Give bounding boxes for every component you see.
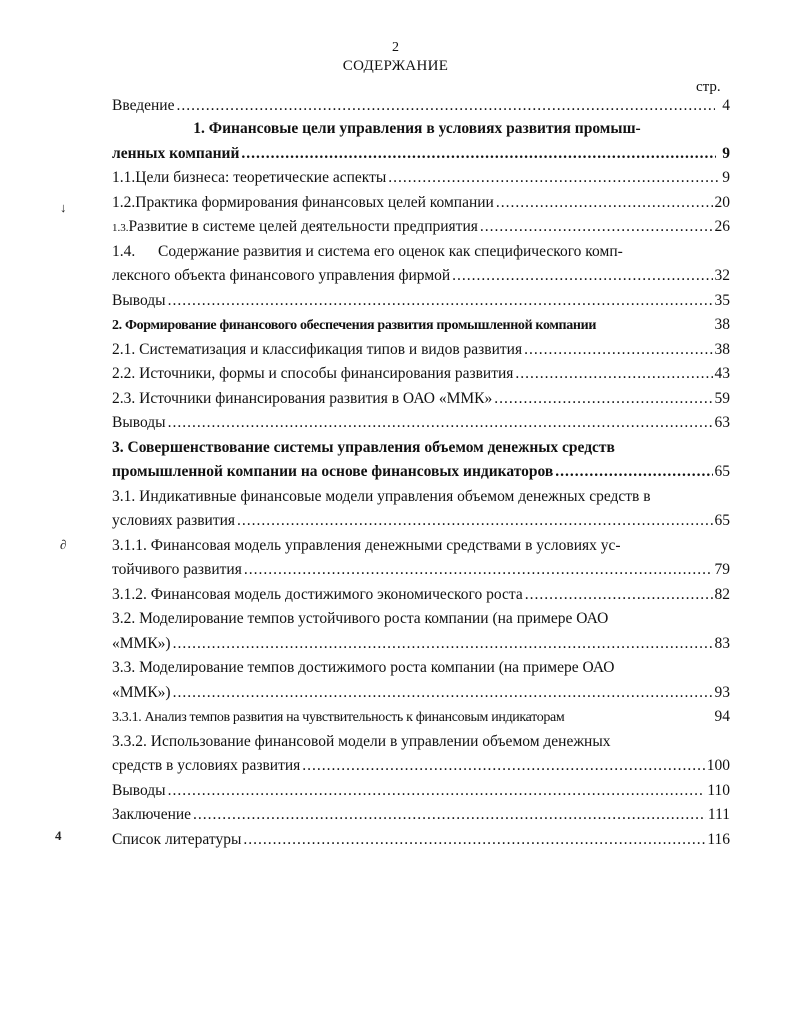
toc-leader-dots	[388, 166, 720, 191]
toc-section-number: 1.2.	[112, 193, 136, 211]
margin-mark: ↓	[60, 200, 67, 215]
toc-entry	[112, 534, 730, 559]
toc-section-number: 1.4.	[112, 242, 136, 260]
toc-entry-title: Цели бизнеса: теоретические аспекты	[135, 169, 387, 186]
toc-entry-title: условиях развития	[112, 512, 236, 529]
toc-leader-dots	[241, 142, 716, 167]
toc-entry-page: 111	[707, 806, 730, 823]
toc-entry	[112, 828, 730, 853]
toc-chapter-title: ленных компаний	[112, 144, 240, 162]
toc-leader-dots	[243, 828, 705, 853]
toc-section-number: 1.1.	[112, 169, 136, 186]
toc-leader-dots	[494, 387, 712, 412]
toc-leader-dots	[480, 215, 713, 240]
margin-mark: ∂	[60, 537, 67, 552]
toc-entry-title: Заключение	[112, 806, 192, 823]
toc-entry	[112, 436, 730, 461]
toc-entry-title: 3.1.1. Финансовая модель управления денежными средствами в условиях ус-	[112, 536, 621, 554]
toc-entry-page: 9	[722, 169, 730, 186]
toc-entry	[112, 485, 730, 510]
toc-entry-page: 116	[707, 830, 730, 848]
toc-entry-page: 100	[706, 757, 730, 774]
toc-entry	[112, 338, 730, 363]
toc-entry	[112, 240, 730, 265]
toc-entry-page: 65	[714, 463, 730, 480]
toc-entry-title: 3.3.1. Анализ темпов развития на чувствительность к финансовым индикаторам	[112, 710, 565, 725]
toc-entry-title: Выводы	[112, 414, 166, 431]
toc-leader-dots	[168, 779, 706, 804]
toc-leader-dots	[176, 94, 714, 117]
toc-entry-page: 59	[714, 389, 730, 407]
toc-leader-dots	[496, 191, 713, 216]
toc-leader-dots	[168, 289, 713, 314]
toc-leader-dots	[173, 632, 713, 657]
toc-chapter-title: 2. Формирование финансового обеспечения развития промышленной компании	[112, 318, 597, 333]
toc-heading: СОДЕРЖАНИЕ	[342, 58, 449, 74]
toc-entry	[112, 656, 730, 681]
toc-entry	[112, 191, 730, 216]
toc-leader-dots	[555, 460, 712, 485]
toc-entry-page: 93	[714, 683, 730, 701]
pages-column-label: стр.	[696, 79, 721, 95]
toc-entry-title: Выводы	[112, 781, 166, 799]
toc-entry-title: 2.1. Систематизация и классификация типов и видов развития	[112, 340, 523, 358]
toc-entry	[112, 362, 730, 387]
toc-entry	[112, 509, 730, 534]
toc-entry-title: Введение	[112, 97, 175, 114]
toc-leader-dots	[524, 338, 712, 363]
toc-chapter-title: промышленной компании на основе финансовых индикаторов	[112, 463, 554, 480]
toc-leader-dots	[237, 509, 712, 534]
toc-entry	[112, 387, 730, 412]
toc-leader-dots	[515, 362, 712, 387]
toc-entry-title: Содержание развития и система его оценок как специфического комп-	[158, 242, 623, 260]
toc-entry-title: 3.1. Индикативные финансовые модели управления объемом денежных средств в	[112, 487, 651, 505]
toc-entry	[112, 754, 730, 779]
toc-entry-title: лексного объекта финансового управления фирмой	[112, 267, 451, 284]
toc-leader-dots	[452, 264, 712, 289]
toc-entry-page: 79	[714, 561, 730, 578]
toc-section-number: 1.3.	[112, 222, 129, 234]
toc-chapter-title: 1. Финансовые цели управления в условиях развития промыш-	[193, 120, 641, 137]
toc-entry	[112, 730, 730, 755]
toc-entry	[112, 411, 730, 436]
toc-entry-page: 83	[714, 634, 730, 652]
toc-entry-title: 3.2. Моделирование темпов устойчивого роста компании (на примере ОАО	[112, 610, 609, 627]
toc-entry-page: 32	[714, 267, 730, 284]
toc-entry-page: 38	[714, 340, 730, 358]
toc-entry-title: Выводы	[112, 291, 166, 309]
toc-entry-page: 65	[714, 512, 730, 529]
toc-entry	[112, 607, 730, 632]
toc-entry	[112, 94, 730, 117]
toc-entry-title: Развитие в системе целей деятельности предприятия	[128, 218, 478, 235]
toc-leader-dots	[302, 754, 704, 779]
toc-entry-title: «ММК»)	[112, 683, 171, 701]
toc-entry-title: тойчивого развития	[112, 561, 242, 578]
toc-leader-dots	[173, 681, 713, 706]
toc-entry	[112, 583, 730, 608]
toc-entry	[112, 779, 730, 804]
toc-entry-page: 20	[714, 193, 730, 211]
toc-leader-dots	[193, 803, 706, 828]
toc-entry-title: 3.3. Моделирование темпов достижимого роста компании (на примере ОАО	[112, 659, 615, 676]
page-number: 2	[392, 40, 399, 55]
toc-entry-page: 63	[714, 414, 730, 431]
toc-entry	[112, 705, 730, 730]
toc-entry-page: 26	[714, 218, 730, 235]
toc-entry	[112, 558, 730, 583]
toc-entry-title: Список литературы	[112, 830, 242, 848]
toc-entry-title: 2.2. Источники, формы и способы финансирования развития	[112, 365, 514, 382]
toc-leader-dots	[525, 583, 713, 608]
toc-entry-page: 9	[722, 144, 730, 162]
toc-entry-page: 4	[722, 97, 730, 114]
toc-entry-page: 94	[714, 708, 730, 725]
toc-entry	[112, 142, 730, 167]
toc-entry-page: 82	[714, 585, 730, 603]
toc-entry-title: 3.1.2. Финансовая модель достижимого экономического роста	[112, 585, 523, 603]
toc-entry	[112, 117, 730, 142]
toc-chapter-title: 3. Совершенствование системы управления объемом денежных средств	[112, 438, 615, 456]
toc-entry-title: средств в условиях развития	[112, 757, 301, 774]
toc-entry	[112, 264, 730, 289]
toc-entry-page: 43	[714, 365, 730, 382]
toc-entry	[112, 289, 730, 314]
toc-entry-title: 3.3.2. Использование финансовой модели в управлении объемом денежных	[112, 732, 611, 750]
table-of-contents	[112, 94, 730, 852]
toc-leader-dots	[244, 558, 713, 583]
toc-entry	[112, 166, 730, 191]
toc-entry-page: 35	[714, 291, 730, 309]
toc-entry-title: Практика формирования финансовых целей компании	[135, 193, 494, 211]
toc-entry	[112, 803, 730, 828]
toc-entry-page: 110	[707, 781, 730, 799]
toc-entry	[112, 460, 730, 485]
toc-entry	[112, 632, 730, 657]
toc-entry	[112, 313, 730, 338]
toc-entry-page: 38	[714, 316, 730, 333]
toc-entry-title: «ММК»)	[112, 634, 171, 652]
toc-entry	[112, 215, 730, 240]
margin-mark: 4	[55, 828, 62, 843]
toc-entry-title: 2.3. Источники финансирования развития в ОАО «ММК»	[112, 389, 493, 407]
toc-entry	[112, 681, 730, 706]
toc-leader-dots	[168, 411, 713, 436]
